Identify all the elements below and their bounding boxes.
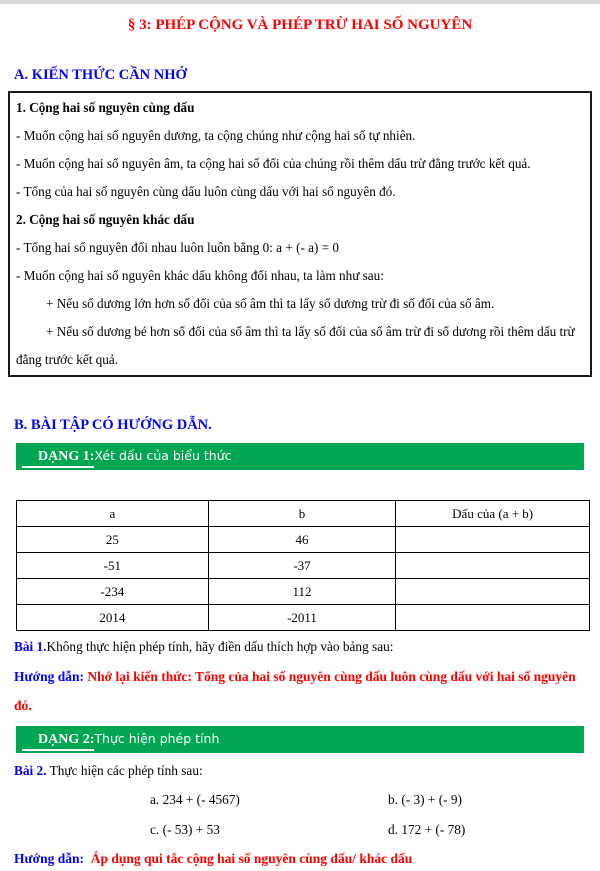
exercise-a-id: a. [150, 792, 160, 807]
knowledge-line: - Muốn cộng hai số nguyên dương, ta cộng chúng như cộng hai số tự nhiên. [16, 128, 416, 143]
cell-b: 112 [208, 579, 396, 605]
huongdan2-text: Áp dụng qui tắc cộng hai số nguyên cùng dấu/ khác dấu [90, 851, 413, 866]
table-row [17, 605, 590, 631]
huongdan2-line [14, 848, 586, 869]
exercise-b-expr: (- 3) + (- 9) [401, 792, 462, 807]
exercise-b [388, 792, 600, 808]
huongdan1-label: Hướng dẫn: [14, 669, 84, 684]
dang1-label: DẠNG 1: [22, 444, 94, 468]
exercise-d-id: d. [388, 822, 398, 837]
exercise-b-id: b. [388, 792, 398, 807]
dang2-label: DẠNG 2: [22, 727, 94, 751]
cell-b: -2011 [208, 605, 396, 631]
cell-a: 2014 [17, 605, 209, 631]
exercise-c-expr: (- 53) + 53 [162, 822, 220, 837]
table-header-row [17, 501, 590, 527]
dang2-banner [16, 726, 584, 753]
knowledge-rule-title-2: 2. Cộng hai số nguyên khác dấu [16, 212, 195, 227]
table-row [17, 553, 590, 579]
bai1-line [14, 636, 586, 657]
cell-a: -234 [17, 579, 209, 605]
cell-b: -37 [208, 553, 396, 579]
knowledge-subline: + Nếu số dương bé hơn số đối của số âm thì ta lấy số đối của số âm trừ đi số dương rồi thêm dấu trừ đằng trước kết quả. [16, 324, 575, 367]
exercise-d [388, 822, 600, 838]
knowledge-subline: + Nếu số dương lớn hơn số đối của số âm thì ta lấy số dương trừ đi số đối của số âm. [46, 296, 495, 311]
knowledge-line: - Muốn cộng hai số nguyên khác dấu không đối nhau, ta làm như sau: [16, 268, 384, 283]
dang1-banner [16, 443, 584, 470]
dang2-title: Thực hiện phép tính [94, 731, 220, 746]
dang1-title: Xét dấu của biểu thức [94, 448, 232, 463]
bai2-label: Bài 2. [14, 763, 47, 778]
huongdan1-text: Nhớ lại kiến thức: Tổng của hai số nguyên cùng dấu luôn cùng dấu với hai số nguyên đó. [14, 669, 576, 713]
huongdan1-line [14, 662, 586, 720]
exercise-c [150, 822, 388, 838]
knowledge-box [8, 91, 592, 377]
cell-answer [396, 579, 590, 605]
bai2-line [14, 760, 586, 781]
section-b-heading: B. BÀI TẬP CÓ HƯỚNG DẪN. [14, 417, 212, 433]
table-row [17, 579, 590, 605]
section-a-heading: A. KIẾN THỨC CẦN NHỚ [14, 67, 187, 83]
col-header-b: b [208, 501, 396, 527]
cell-answer [396, 553, 590, 579]
exercise-c-id: c. [150, 822, 160, 837]
page-title: § 3: PHÉP CỘNG VÀ PHÉP TRỪ HAI SỐ NGUYÊN [127, 17, 473, 33]
cell-answer [396, 605, 590, 631]
cell-b: 46 [208, 527, 396, 553]
cell-answer [396, 527, 590, 553]
col-header-sum: Dấu của (a + b) [396, 501, 590, 527]
knowledge-line: - Muốn cộng hai số nguyên âm, ta cộng hai số đối của chúng rồi thêm dấu trừ đằng trước kết quả. [16, 156, 531, 171]
knowledge-line: - Tổng của hai số nguyên cùng dấu luôn cùng dấu với hai số nguyên đó. [16, 184, 396, 199]
cell-a: -51 [17, 553, 209, 579]
exercise-row-1 [0, 785, 600, 815]
cell-a: 25 [17, 527, 209, 553]
sign-table [16, 500, 590, 631]
bai1-text: Không thực hiện phép tính, hãy điền dấu thích hợp vào bảng sau: [46, 639, 394, 654]
knowledge-line: - Tổng hai số nguyên đối nhau luôn luôn bằng 0: a + (- a) = 0 [16, 240, 340, 255]
bai1-label: Bài 1. [14, 639, 47, 654]
huongdan2-label: Hướng dẫn: [14, 851, 84, 866]
knowledge-rule-title-1: 1. Cộng hai số nguyên cùng dấu [16, 100, 195, 115]
exercise-row-2 [0, 815, 600, 845]
exercise-a [150, 792, 388, 808]
col-header-a: a [17, 501, 209, 527]
bai2-text: Thực hiện các phép tính sau: [49, 763, 203, 778]
page-top-edge [0, 0, 600, 4]
exercise-a-expr: 234 + (- 4567) [162, 792, 240, 807]
exercise-d-expr: 172 + (- 78) [401, 822, 466, 837]
table-row [17, 527, 590, 553]
